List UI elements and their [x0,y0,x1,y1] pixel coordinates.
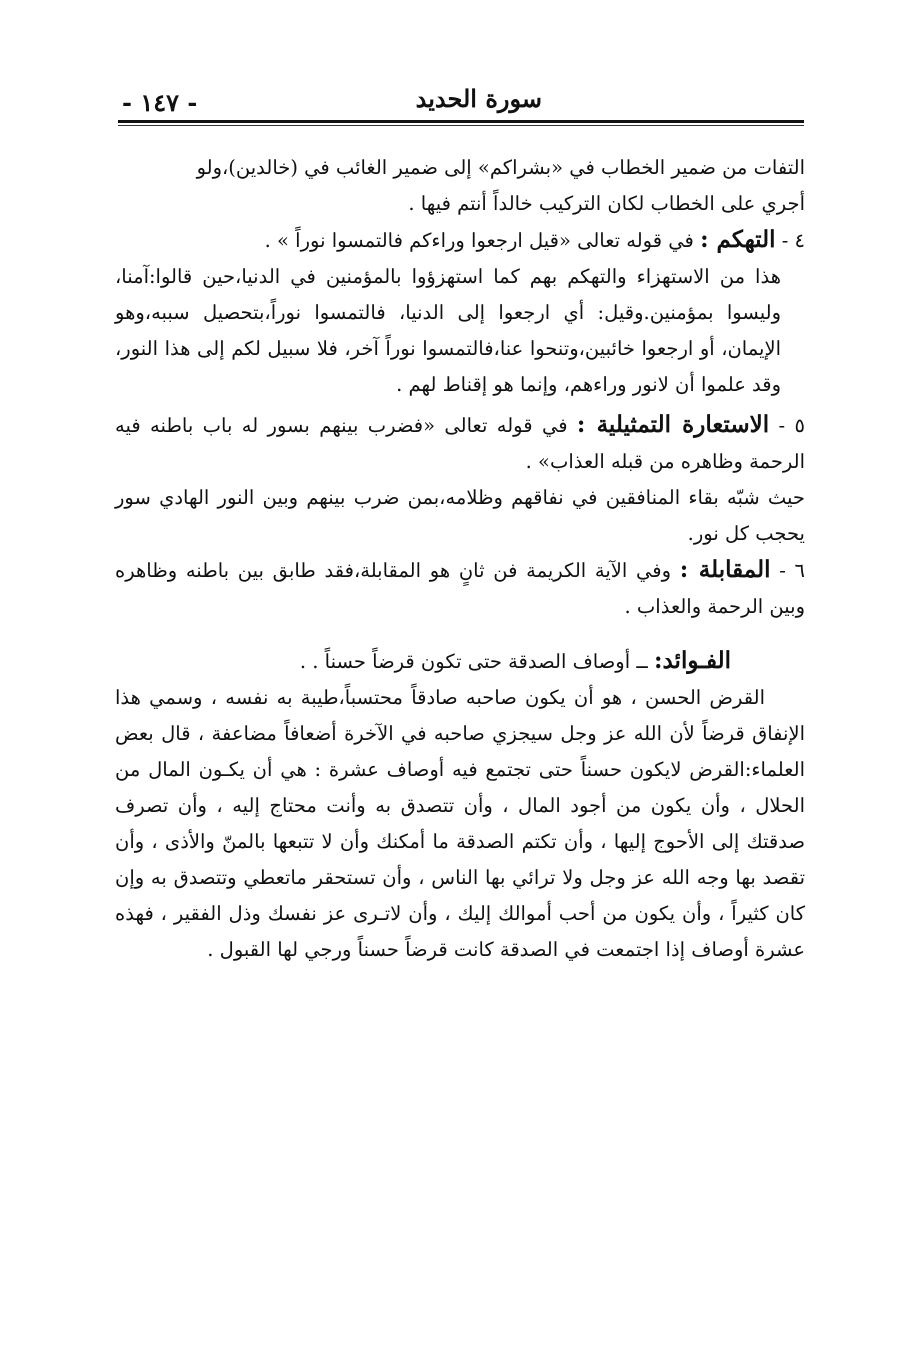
fawaid-body: القرض الحسن ، هو أن يكون صاحبه صادقاً محتسباً،طيبة به نفسه ، وسمي هذا الإنفاق قرضاً لأن الله عز وجل سيجزي صاحبه في الآخرة أضعافاً مضاعفة ، قال بعض العلماء:القرض لايكون حسناً حتى تجتمع فيه أوصاف عشرة : هي أن يكـون المال من الحلال ، وأن يكون من أجود المال ، وأن تتصدق به وأنت محتاج إليه ، وأن تصرف صدقتك إلى الأحوج إليها ، وأن تكتم الصدقة ما أمكنك وأن لا تتبعها بالمنّ والأذى ، وأن تقصد بها وجه الله عز وجل ولا ترائي بها الناس ، وأن تستحقر ماتعطي وتتصدق به وإن كان كثيراً ، وأن يكون من أحب أموالك إليك ، وأن لاتـرى عز نفسك وذل الفقير ، فهذه عشرة أوصاف إذا اجتمعت في الصدقة كانت قرضاً حسناً ورجي لها القبول . [115,686,805,961]
intro-line-2: أجري على الخطاب لكان التركيب خالداً أنتم فيها . [408,192,805,215]
body-text [115,150,805,968]
item-4-text: في قوله تعالى «قيل ارجعوا وراءكم فالتمسوا نوراً » . [264,229,694,252]
fawaid-label: الفـوائد: [653,647,731,674]
item-4-heading [115,222,805,259]
item-6-heading [115,552,805,625]
intro-paragraph [115,150,805,222]
surah-title: سورة الحديد [415,84,542,113]
fawaid-title: أوصاف الصدقة حتى تكون قرضاً حسناً . . [299,650,631,673]
header-rule [118,120,804,123]
item-5-number: ٥ - [778,414,805,437]
fawaid-heading [115,643,805,680]
item-5-term: الاستعارة التمثيلية : [576,411,770,438]
item-4-body: هذا من الاستهزاء والتهكم بهم كما استهزؤوا بالمؤمنين في الدنيا،حين قالوا:آمنا، وليسوا بمؤمنين.وقيل: أي ارجعوا إلى الدنيا، فالتمسوا نوراً،بتحصيل سببه،وهو الإيمان، أو ارجعوا خائبين،وتنحوا عنا،فالتمسوا نوراً آخر، فلا سبيل لكم إلى هذا النور، وقد علموا أن لانور وراءهم، وإنما هو إقناط لهم . [115,265,781,396]
item-5-body: حيث شبّه بقاء المنافقين في نفاقهم وظلامه،بمن ضرب بينهم وبين النور الهادي سور يحجب كل نور. [115,486,805,545]
header-rule-thin [118,125,804,126]
item-5-text: في قوله تعالى «فضرب بينهم بسور له باب باطنه فيه الرحمة وظاهره من قبله العذاب» . [115,414,805,473]
item-5-heading [115,407,805,480]
item-4-number: ٤ - [781,229,805,252]
fawaid-dash: ــ [636,650,648,673]
spacer [115,625,805,643]
item-4-term: التهكم : [700,226,776,253]
item-6-number: ٦ - [779,559,805,582]
intro-line-1: التفات من ضمير الخطاب في «بشراكم» إلى ضمير الغائب في (خالدين)،ولو [196,156,805,179]
item-6-term: المقابلة : [679,556,771,583]
item-6-text: وفي الآية الكريمة فن ثانٍ هو المقابلة،فقد طابق بين باطنه وظاهره وبين الرحمة والعذاب . [115,559,805,618]
running-header [118,78,804,124]
page-number: - ١٤٧ - [122,88,198,117]
